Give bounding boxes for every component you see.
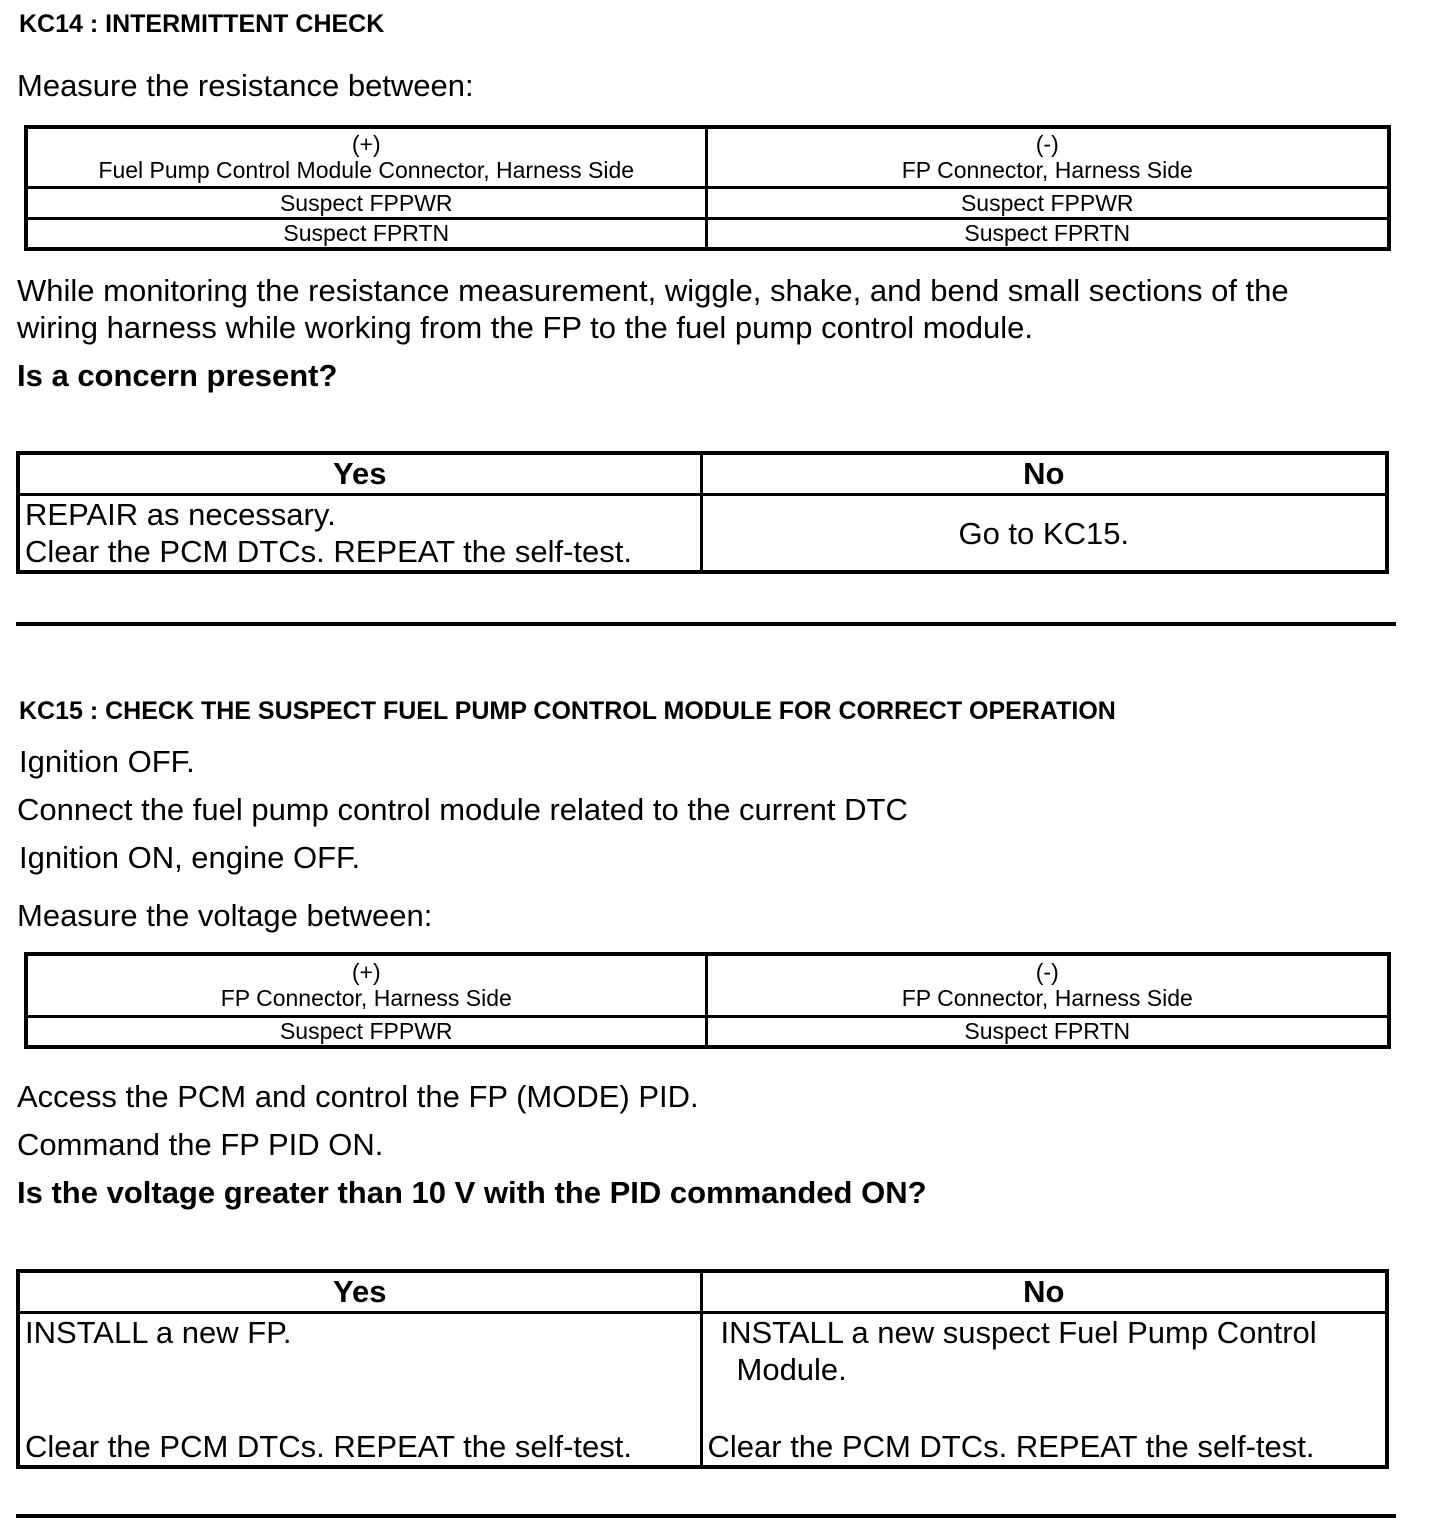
kc14-question: Is a concern present?	[17, 358, 338, 393]
minus-column-header	[706, 127, 1389, 187]
table-row	[26, 187, 1389, 218]
kc15-step-ignition-on: Ignition ON, engine OFF.	[19, 840, 361, 875]
yes-result-line2: Clear the PCM DTCs. REPEAT the self-test.	[25, 534, 632, 569]
table-cell: Suspect FPPWR	[26, 1016, 706, 1047]
kc14-result-table	[16, 451, 1389, 574]
section-divider	[16, 622, 1396, 626]
kc14-heading: KC14 : INTERMITTENT CHECK	[19, 10, 385, 38]
yes-result-line2: Clear the PCM DTCs. REPEAT the self-test.	[25, 1428, 632, 1464]
minus-connector-label: FP Connector, Harness Side	[901, 157, 1193, 184]
kc15-step-ignition-off: Ignition OFF.	[19, 744, 195, 779]
kc15-step-access-pcm: Access the PCM and control the FP (MODE) PID.	[17, 1079, 699, 1114]
plus-column-header	[26, 954, 706, 1016]
table-cell: Suspect FPPWR	[706, 187, 1389, 218]
kc15-heading: KC15 : CHECK THE SUSPECT FUEL PUMP CONTROL MODULE FOR CORRECT OPERATION	[19, 697, 1116, 725]
plus-column-header	[26, 127, 706, 187]
kc15-step-command-pid: Command the FP PID ON.	[17, 1127, 384, 1162]
kc15-result-table	[16, 1269, 1389, 1469]
plus-symbol: (+)	[351, 959, 381, 986]
kc14-instruction-line2: wiring harness while working from the FP to the fuel pump control module.	[17, 310, 1034, 345]
no-result-cell	[701, 1313, 1387, 1467]
minus-symbol: (-)	[1035, 959, 1059, 986]
kc15-step-connect-module: Connect the fuel pump control module related to the current DTC	[17, 792, 908, 827]
kc14-measurement-table	[24, 125, 1391, 251]
kc14-instruction-line1: While monitoring the resistance measurement, wiggle, shake, and bend small sections of the	[17, 273, 1289, 308]
table-cell: Suspect FPPWR	[26, 187, 706, 218]
table-header-row	[26, 954, 1389, 1016]
kc15-question: Is the voltage greater than 10 V with the PID commanded ON?	[17, 1175, 927, 1210]
table-cell: Suspect FPRTN	[706, 218, 1389, 249]
plus-connector-label: Fuel Pump Control Module Connector, Harness Side	[98, 157, 635, 184]
yes-result-cell	[18, 1313, 701, 1467]
table-row	[26, 1016, 1389, 1047]
no-result-line1-continued: Module.	[736, 1352, 847, 1387]
yes-header: Yes	[18, 1271, 701, 1313]
yes-header: Yes	[18, 453, 701, 495]
no-result-line2: Clear the PCM DTCs. REPEAT the self-test.	[707, 1428, 1315, 1464]
table-row	[26, 218, 1389, 249]
kc14-measure-intro: Measure the resistance between:	[17, 68, 474, 103]
no-result-cell: Go to KC15.	[701, 495, 1387, 573]
result-header-row	[18, 1271, 1387, 1313]
result-row	[18, 1313, 1387, 1467]
table-header-row	[26, 127, 1389, 187]
result-row	[18, 495, 1387, 573]
minus-column-header	[706, 954, 1389, 1016]
table-cell: Suspect FPRTN	[26, 218, 706, 249]
plus-symbol: (+)	[351, 131, 381, 158]
yes-result-line1: REPAIR as necessary.	[25, 497, 336, 532]
no-header: No	[701, 453, 1387, 495]
no-result-line1: INSTALL a new suspect Fuel Pump Control	[720, 1315, 1317, 1350]
kc15-measurement-table	[24, 952, 1391, 1049]
result-header-row	[18, 453, 1387, 495]
plus-connector-label: FP Connector, Harness Side	[220, 985, 512, 1012]
table-cell: Suspect FPRTN	[706, 1016, 1389, 1047]
section-divider	[16, 1514, 1396, 1518]
yes-result-cell	[18, 495, 701, 573]
yes-result-line1: INSTALL a new FP.	[25, 1315, 292, 1350]
minus-connector-label: FP Connector, Harness Side	[901, 985, 1193, 1012]
minus-symbol: (-)	[1035, 131, 1059, 158]
kc15-measure-intro: Measure the voltage between:	[17, 898, 433, 933]
no-header: No	[701, 1271, 1387, 1313]
